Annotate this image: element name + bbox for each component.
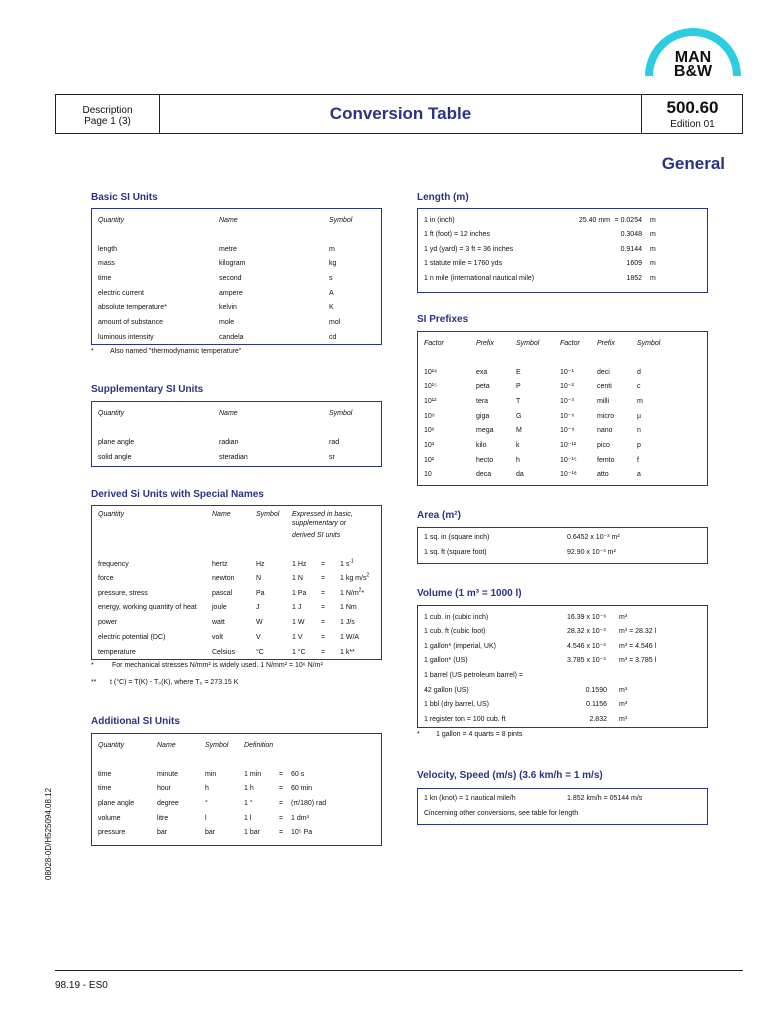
cell: 1 Pa bbox=[292, 590, 307, 597]
cell: amount of substance bbox=[98, 319, 163, 326]
page-label: Page 1 (3) bbox=[84, 116, 131, 127]
cell: m bbox=[650, 275, 656, 282]
footer-text: 98.19 - ES0 bbox=[55, 980, 108, 991]
cell: 0.6452 x 10⁻³ m² bbox=[567, 534, 620, 541]
cell: absolute temperature* bbox=[98, 304, 167, 311]
cell: = bbox=[321, 604, 326, 611]
cell: time bbox=[98, 771, 112, 778]
cell: m³ bbox=[619, 716, 628, 723]
cell: 10¹⁸ bbox=[424, 369, 438, 376]
cell: 0.1590 bbox=[585, 687, 607, 694]
description-cell bbox=[56, 95, 160, 133]
cell: 1 $s^{-1}$ bbox=[340, 558, 354, 568]
cell: kg bbox=[329, 260, 337, 267]
cell: nano bbox=[597, 427, 613, 434]
cell: peta bbox=[476, 383, 490, 390]
cell: cd bbox=[329, 334, 337, 341]
cell: luminous intensity bbox=[98, 334, 154, 341]
cell: 1 J/s bbox=[340, 619, 355, 626]
cell: m bbox=[650, 260, 656, 267]
cell: = 0.0254 bbox=[614, 217, 642, 224]
cell: = bbox=[279, 800, 284, 807]
cell: min bbox=[205, 771, 217, 778]
man-bw-logo bbox=[643, 22, 743, 78]
cell: W bbox=[256, 619, 263, 626]
cell: 60 min bbox=[291, 785, 313, 792]
cell: 1 $N/m^2*$ bbox=[340, 587, 365, 597]
doc-number: 500.60 bbox=[666, 98, 719, 117]
page-title: Conversion Table bbox=[329, 104, 472, 123]
cell: metre bbox=[219, 246, 237, 253]
cell: 10⁶ bbox=[424, 427, 435, 434]
cell: 0.9144 bbox=[620, 246, 642, 253]
cell: m³ = 28.32 l bbox=[619, 628, 657, 635]
cell: = bbox=[279, 815, 284, 822]
cell: hour bbox=[157, 785, 172, 792]
supplementary-si-title: Supplementary SI Units bbox=[91, 384, 204, 395]
cell: E bbox=[516, 369, 521, 376]
cell: 1 min bbox=[244, 771, 262, 778]
cell: a bbox=[637, 471, 641, 478]
cell: l bbox=[205, 815, 207, 822]
col-header: Prefix bbox=[597, 340, 615, 347]
cell: 1 N bbox=[292, 575, 303, 582]
cell: 28.32 x 10⁻³ bbox=[567, 628, 606, 635]
cell: rad bbox=[329, 439, 340, 446]
note-mark: ** bbox=[91, 679, 97, 686]
logo-line2: B&W bbox=[673, 63, 713, 78]
cell: f bbox=[637, 457, 639, 464]
cell: 60 s bbox=[291, 771, 305, 778]
cell: 0.1156 bbox=[586, 701, 607, 708]
cell: 10⁹ bbox=[424, 413, 435, 420]
cell: m bbox=[637, 398, 643, 405]
cell: ° bbox=[205, 800, 208, 807]
cell: exa bbox=[476, 369, 488, 376]
cell: power bbox=[98, 619, 118, 626]
cell: 1 barrel (US petroleum barrel) = bbox=[424, 672, 524, 679]
col-header: Symbol bbox=[637, 340, 661, 347]
length-title: Length (m) bbox=[417, 192, 469, 203]
cell: = bbox=[279, 785, 284, 792]
col-header: Quantity bbox=[98, 410, 125, 417]
cell: G bbox=[516, 413, 522, 420]
volume-table bbox=[417, 605, 708, 728]
section-heading: General bbox=[661, 154, 725, 173]
cell: 1 °C bbox=[292, 649, 306, 656]
cell: 10¹² bbox=[424, 398, 437, 405]
cell: 1 J bbox=[292, 604, 302, 611]
logo-line1: MAN bbox=[674, 49, 712, 66]
cell: µ bbox=[637, 413, 642, 420]
col-header: Factor bbox=[424, 340, 444, 347]
cell: mega bbox=[476, 427, 494, 434]
cell: energy, working quantity of heat bbox=[98, 604, 197, 611]
cell: electric current bbox=[98, 290, 144, 297]
cell: 1 W bbox=[292, 619, 305, 626]
cell: 1609 bbox=[626, 260, 642, 267]
col-header: Name bbox=[212, 511, 231, 518]
derived-si-note2: t (°C) = T(K) - T₀(K), where T₀ = 273.15 K bbox=[110, 679, 239, 686]
cell: 1 yd (yard) = 3 ft = 36 inches bbox=[424, 246, 514, 253]
col-header: Prefix bbox=[476, 340, 494, 347]
cell: = bbox=[321, 649, 326, 656]
cell: = bbox=[279, 829, 284, 836]
cell: bar bbox=[157, 829, 168, 836]
derived-si-note1: For mechanical stresses N/mm² is widely used. 1 N/mm² = 10⁶ N/m² bbox=[112, 662, 323, 669]
cell: 1 bbl (dry barrel, US) bbox=[424, 701, 489, 708]
cell: pressure bbox=[98, 829, 126, 836]
cell: A bbox=[329, 290, 334, 297]
additional-si-title: Additional SI Units bbox=[91, 716, 180, 727]
prefixes-table bbox=[417, 331, 708, 486]
cell: da bbox=[516, 471, 524, 478]
cell: 1 Nm bbox=[340, 604, 357, 611]
cell: degree bbox=[157, 800, 179, 807]
cell: hecto bbox=[476, 457, 494, 464]
cell: bar bbox=[205, 829, 216, 836]
cell: 10⁻⁹ bbox=[560, 427, 575, 434]
footer-divider bbox=[55, 970, 743, 971]
cell: d bbox=[637, 369, 641, 376]
cell: 10⁵ Pa bbox=[291, 829, 313, 836]
col-header: Symbol bbox=[329, 217, 353, 224]
cell: mol bbox=[329, 319, 341, 326]
note-mark: * bbox=[91, 348, 94, 355]
cell: frequency bbox=[98, 561, 129, 568]
cell: atto bbox=[597, 471, 609, 478]
cell: = bbox=[321, 575, 326, 582]
col-header: Symbol bbox=[256, 511, 280, 518]
doc-number-cell bbox=[641, 95, 743, 133]
cell: plane angle bbox=[98, 439, 135, 446]
cell: 10⁻¹⁵ bbox=[560, 457, 577, 464]
cell: steradian bbox=[219, 454, 248, 461]
cell: mass bbox=[98, 260, 115, 267]
cell: mole bbox=[219, 319, 235, 326]
cell: deci bbox=[597, 369, 610, 376]
basic-si-note: Also named "thermodynamic temperature" bbox=[110, 348, 242, 355]
cell: second bbox=[219, 275, 242, 282]
cell: P bbox=[516, 383, 521, 390]
cell: s bbox=[329, 275, 333, 282]
cell: length bbox=[98, 246, 118, 253]
cell: 10¹⁵ bbox=[424, 383, 438, 390]
cell: h bbox=[516, 457, 520, 464]
cell: pascal bbox=[212, 590, 233, 597]
cell: (π/180) rad bbox=[291, 800, 327, 807]
cell: plane angle bbox=[98, 800, 135, 807]
cell: 10 bbox=[424, 471, 432, 478]
cell: 1 gallon* (imperial, UK) bbox=[424, 643, 496, 650]
col-header: supplementary or bbox=[292, 520, 347, 527]
velocity-table bbox=[417, 788, 708, 825]
col-header: Symbol bbox=[205, 742, 229, 749]
cell: 4.546 x 10⁻³ bbox=[567, 643, 606, 650]
cell: 10⁻¹⁸ bbox=[560, 471, 577, 478]
cell: pico bbox=[597, 442, 610, 449]
length-table bbox=[417, 208, 708, 293]
cell: time bbox=[98, 275, 112, 282]
cell: Hz bbox=[256, 561, 265, 568]
area-table bbox=[417, 527, 708, 564]
cell: T bbox=[516, 398, 521, 405]
cell: 1 n mile (international nautical mile) bbox=[424, 275, 535, 282]
cell: m³ = 4.546 l bbox=[619, 643, 657, 650]
cell: m bbox=[650, 231, 656, 238]
cell: electric potential (DC) bbox=[98, 634, 166, 641]
supplementary-si-table bbox=[91, 401, 382, 467]
cell: 1 h bbox=[244, 785, 254, 792]
cell: 1852 bbox=[626, 275, 642, 282]
cell: 10⁻³ bbox=[560, 398, 574, 405]
cell: Pa bbox=[256, 590, 265, 597]
header-box bbox=[55, 94, 743, 134]
cell: tera bbox=[476, 398, 489, 405]
col-header: Name bbox=[157, 742, 176, 749]
col-header: Symbol bbox=[516, 340, 540, 347]
col-header: Quantity bbox=[98, 742, 125, 749]
cell: 1 l bbox=[244, 815, 252, 822]
col-header: Quantity bbox=[98, 217, 125, 224]
cell: Cincerning other conversions, see table for length bbox=[424, 810, 579, 817]
cell: m³ bbox=[619, 687, 628, 694]
cell: kilogram bbox=[219, 260, 246, 267]
cell: n bbox=[637, 427, 641, 434]
area-title: Area (m²) bbox=[417, 510, 461, 521]
cell: joule bbox=[212, 604, 227, 611]
cell: m³ bbox=[619, 614, 628, 621]
cell: N bbox=[256, 575, 262, 582]
cell: 10⁻¹ bbox=[560, 369, 574, 376]
cell: kilo bbox=[476, 442, 487, 449]
cell: = bbox=[321, 590, 326, 597]
cell: 1.852 km/h = 05144 m/s bbox=[567, 795, 643, 802]
cell: force bbox=[98, 575, 114, 582]
cell: 1 cub. in (cubic inch) bbox=[424, 614, 489, 621]
cell: volt bbox=[212, 634, 223, 641]
cell: V bbox=[256, 634, 261, 641]
cell: newton bbox=[212, 575, 235, 582]
cell: 10⁻⁶ bbox=[560, 413, 575, 420]
document-reference: 08028-0D/H525094.08.12 bbox=[44, 787, 53, 880]
cell: k bbox=[516, 442, 520, 449]
prefixes-title: SI Prefixes bbox=[417, 314, 469, 325]
cell: 25.40 mm bbox=[578, 217, 610, 224]
col-header: Expressed in basic, bbox=[292, 511, 353, 518]
cell: 1 statute mile = 1760 yds bbox=[424, 260, 503, 267]
cell: 92.90 x 10⁻³ m² bbox=[567, 549, 616, 556]
cell: 1 in (inch) bbox=[424, 217, 455, 224]
cell: sr bbox=[329, 454, 335, 461]
note-mark: * bbox=[417, 731, 420, 738]
cell: 1 sq. in (square inch) bbox=[424, 534, 490, 541]
cell: micro bbox=[597, 413, 615, 420]
cell: p bbox=[637, 442, 641, 449]
cell: 2.832 bbox=[589, 716, 607, 723]
cell: 1 kg $m/s^2$ bbox=[340, 572, 370, 582]
basic-si-title: Basic SI Units bbox=[91, 192, 158, 203]
cell: 42 gallon (US) bbox=[424, 687, 469, 694]
cell: m bbox=[329, 246, 335, 253]
cell: m bbox=[650, 246, 656, 253]
cell: 10² bbox=[424, 457, 435, 464]
cell: 1 kn (knot) = 1 nautical mile/h bbox=[424, 795, 516, 802]
additional-si-table bbox=[91, 733, 382, 846]
cell: minute bbox=[157, 771, 179, 778]
cell: hertz bbox=[212, 561, 228, 568]
cell: 1 ° bbox=[244, 800, 253, 807]
cell: 1 sq. ft (square foot) bbox=[424, 549, 487, 556]
basic-si-table bbox=[91, 208, 382, 345]
velocity-title: Velocity, Speed (m/s) (3.6 km/h = 1 m/s) bbox=[417, 770, 603, 781]
cell: 1 Hz bbox=[292, 561, 307, 568]
note-mark: * bbox=[91, 662, 94, 669]
cell: 1 ft (foot) = 12 inches bbox=[424, 231, 490, 238]
cell: °C bbox=[256, 649, 264, 656]
cell: 1 V bbox=[292, 634, 303, 641]
cell: J bbox=[256, 604, 260, 611]
cell: M bbox=[516, 427, 522, 434]
cell: 0.3048 bbox=[620, 231, 642, 238]
col-header: derived SI units bbox=[292, 532, 341, 539]
derived-si-title: Derived Si Units with Special Names bbox=[91, 489, 264, 500]
cell: radian bbox=[219, 439, 239, 446]
cell: 1 k** bbox=[340, 649, 355, 656]
cell: solid angle bbox=[98, 454, 132, 461]
description-label: Description bbox=[82, 105, 133, 116]
cell: 10⁻¹² bbox=[560, 442, 577, 449]
cell: candela bbox=[219, 334, 244, 341]
volume-title: Volume (1 m³ = 1000 l) bbox=[417, 588, 522, 599]
cell: = bbox=[279, 771, 284, 778]
edition-label: Edition 01 bbox=[670, 119, 715, 130]
cell: giga bbox=[476, 413, 490, 420]
col-header: Name bbox=[219, 217, 238, 224]
col-header: Symbol bbox=[329, 410, 353, 417]
col-header: Factor bbox=[560, 340, 580, 347]
cell: kelvin bbox=[219, 304, 237, 311]
cell: 1 W/A bbox=[340, 634, 360, 641]
cell: litre bbox=[157, 815, 169, 822]
cell: c bbox=[637, 383, 641, 390]
cell: milli bbox=[597, 398, 610, 405]
cell: femto bbox=[597, 457, 615, 464]
cell: deca bbox=[476, 471, 492, 478]
cell: K bbox=[329, 304, 334, 311]
cell: m³ bbox=[619, 701, 628, 708]
cell: = bbox=[321, 619, 326, 626]
cell: 10⁻² bbox=[560, 383, 574, 390]
cell: Celsius bbox=[212, 649, 235, 656]
cell: m³ = 3.785 l bbox=[619, 657, 657, 664]
cell: = bbox=[321, 634, 326, 641]
col-header: Name bbox=[219, 410, 238, 417]
cell: temperature bbox=[98, 649, 136, 656]
cell: volume bbox=[98, 815, 121, 822]
cell: 10³ bbox=[424, 442, 435, 449]
cell: time bbox=[98, 785, 112, 792]
cell: 1 dm³ bbox=[291, 815, 309, 822]
cell: 3.785 x 10⁻³ bbox=[567, 657, 606, 664]
cell: watt bbox=[212, 619, 225, 626]
col-header: Quantity bbox=[98, 511, 125, 518]
cell: 1 gallon* (US) bbox=[424, 657, 468, 664]
volume-note: 1 gallon = 4 quarts = 8 pints bbox=[436, 731, 523, 738]
cell: 1 cub. ft (cubic foot) bbox=[424, 628, 486, 635]
cell: 16.39 x 10⁻⁶ bbox=[567, 614, 607, 621]
cell: pressure, stress bbox=[98, 590, 148, 597]
cell: 1 bar bbox=[244, 829, 260, 836]
col-header: Definition bbox=[244, 742, 274, 749]
cell: h bbox=[205, 785, 209, 792]
cell: 1 register ton = 100 cub. ft bbox=[424, 716, 506, 723]
cell: ampere bbox=[219, 290, 243, 297]
derived-si-table bbox=[91, 505, 382, 660]
cell: centi bbox=[597, 383, 612, 390]
cell: = bbox=[321, 561, 326, 568]
cell: m bbox=[650, 217, 656, 224]
